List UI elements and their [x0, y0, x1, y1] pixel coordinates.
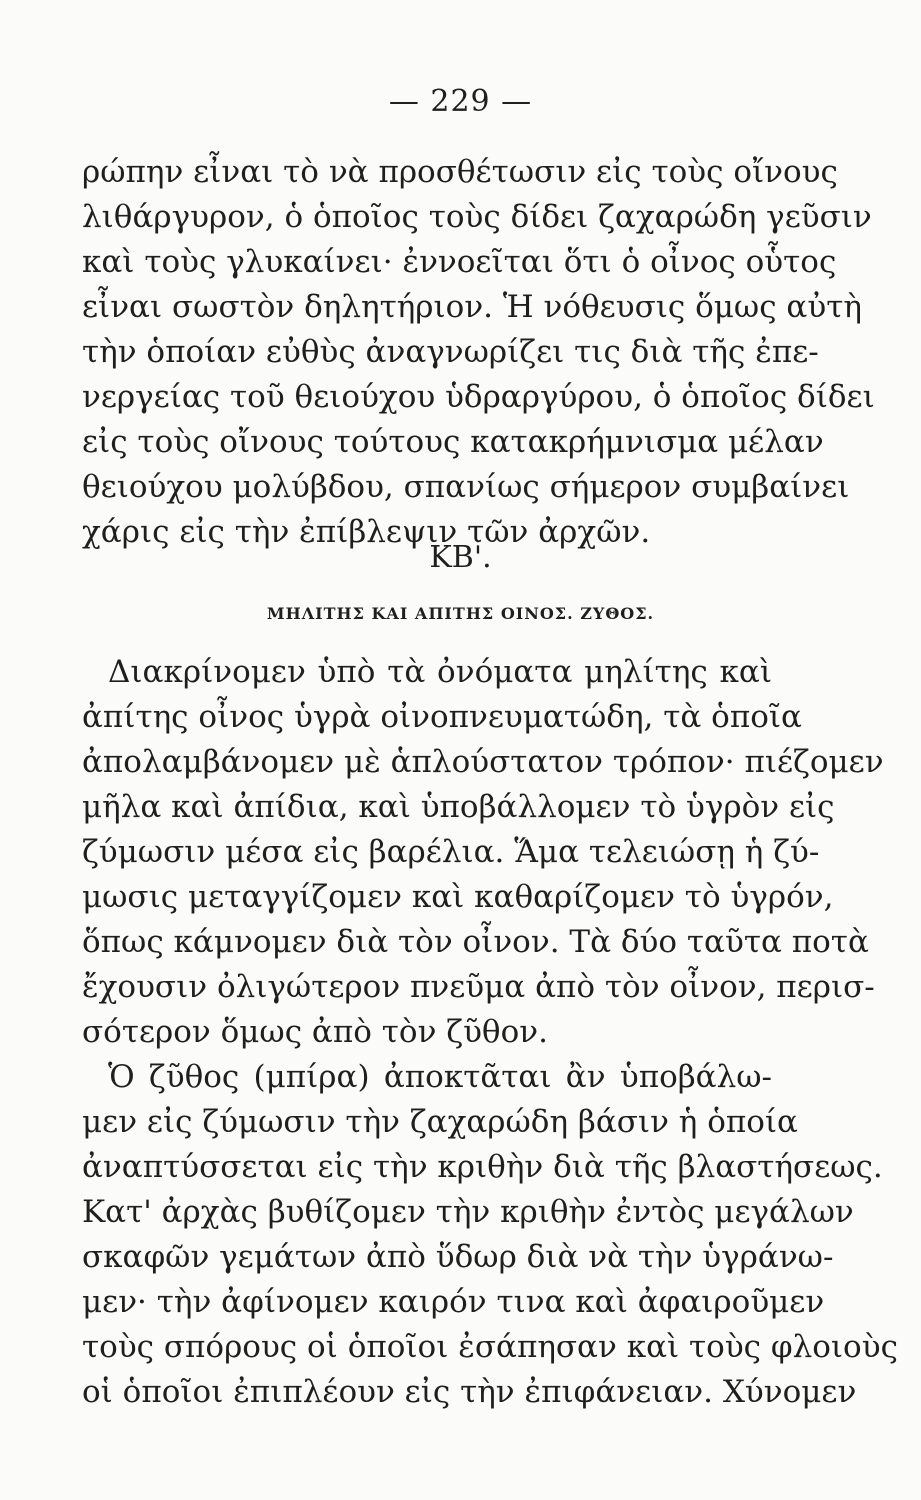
page-number: — 229 — [388, 84, 533, 119]
chapter-number: ΚΒ'. [429, 540, 492, 575]
text-line: λιθάργυρον, ὁ ὁποῖος τοὺς δίδει ζαχαρώδη γεῦσιν [82, 199, 872, 235]
text-line: εἰς τοὺς οἴνους τούτους κατακρήμνισμα μέλαν [82, 424, 824, 460]
text-line: οἱ ὁποῖοι ἐπιπλέουν εἰς τὴν ἐπιφάνειαν. Χύνομεν [82, 1374, 857, 1410]
text-line: ἀπολαμβάνομεν μὲ ἁπλούστατον τρόπον· πιέζομεν [82, 744, 884, 780]
chapter-title: ΜΗΛΙΤΗΣ ΚΑΙ ΑΠΙΤΗΣ ΟΙΝΟΣ. ΖΥΘΟΣ. [266, 604, 655, 623]
text-line: μεν εἰς ζύμωσιν τὴν ζαχαρώδη βάσιν ἡ ὁποία [82, 1104, 798, 1140]
chapter-body [82, 650, 898, 1415]
text-line: ζύμωσιν μέσα εἰς βαρέλια. Ἅμα τελειώσῃ ἡ ζύ- [82, 834, 820, 870]
text-line: ὅπως κάμνομεν διὰ τὸν οἶνον. Τὰ δύο ταῦτα ποτὰ [82, 924, 869, 960]
text-line: σκαφῶν γεμάτων ἀπὸ ὕδωρ διὰ νὰ τὴν ὑγράνω- [82, 1239, 834, 1275]
paragraph-continued [82, 150, 875, 555]
text-line: ρώπην εἶναι τὸ νὰ προσθέτωσιν εἰς τοὺς οἴνους [82, 154, 838, 190]
text-line: εἶναι σωστὸν δηλητήριον. Ἡ νόθευσις ὅμως αὐτὴ [82, 289, 862, 325]
text-line: θειούχου μολύβδου, σπανίως σήμερον συμβαίνει [82, 469, 850, 505]
text-line: νεργείας τοῦ θειούχου ὑδραργύρου, ὁ ὁποῖος δίδει [82, 379, 875, 415]
text-line: ἀναπτύσσεται εἰς τὴν κριθὴν διὰ τῆς βλαστήσεως. [82, 1149, 883, 1185]
text-line: τοὺς σπόρους οἱ ὁποῖοι ἐσάπησαν καὶ τοὺς φλοιοὺς [82, 1329, 898, 1365]
text-line: Διακρίνομεν ὑπὸ τὰ ὀνόματα μηλίτης καὶ [108, 654, 772, 690]
text-line: χάρις εἰς τὴν ἐπίβλεψιν τῶν ἀρχῶν. [82, 514, 651, 550]
text-line: Κατ' ἀρχὰς βυθίζομεν τὴν κριθὴν ἐντὸς μεγάλων [82, 1194, 854, 1230]
text-line: καὶ τοὺς γλυκαίνει· ἐννοεῖται ὅτι ὁ οἶνος οὗτος [82, 244, 837, 280]
text-line: μεν· τὴν ἀφίνομεν καιρόν τινα καὶ ἀφαιροῦμεν [82, 1284, 825, 1320]
text-line: μῆλα καὶ ἀπίδια, καὶ ὑποβάλλομεν τὸ ὑγρὸν εἰς [82, 789, 835, 825]
text-line: μωσις μεταγγίζομεν καὶ καθαρίζομεν τὸ ὑγρόν, [82, 879, 834, 915]
text-line: τὴν ὁποίαν εὐθὺς ἀναγνωρίζει τις διὰ τῆς ἐπε- [82, 334, 819, 370]
text-line: ἔχουσιν ὀλιγώτερον πνεῦμα ἀπὸ τὸν οἶνον, περισ- [82, 969, 875, 1005]
text-line: σότερον ὅμως ἀπὸ τὸν ζῦθον. [82, 1014, 548, 1050]
text-line: Ὁ ζῦθος (μπίρα) ἀποκτᾶται ἂν ὑποβάλω- [108, 1059, 772, 1095]
text-line: ἀπίτης οἶνος ὑγρὰ οἰνοπνευματώδη, τὰ ὁποῖα [82, 699, 802, 735]
